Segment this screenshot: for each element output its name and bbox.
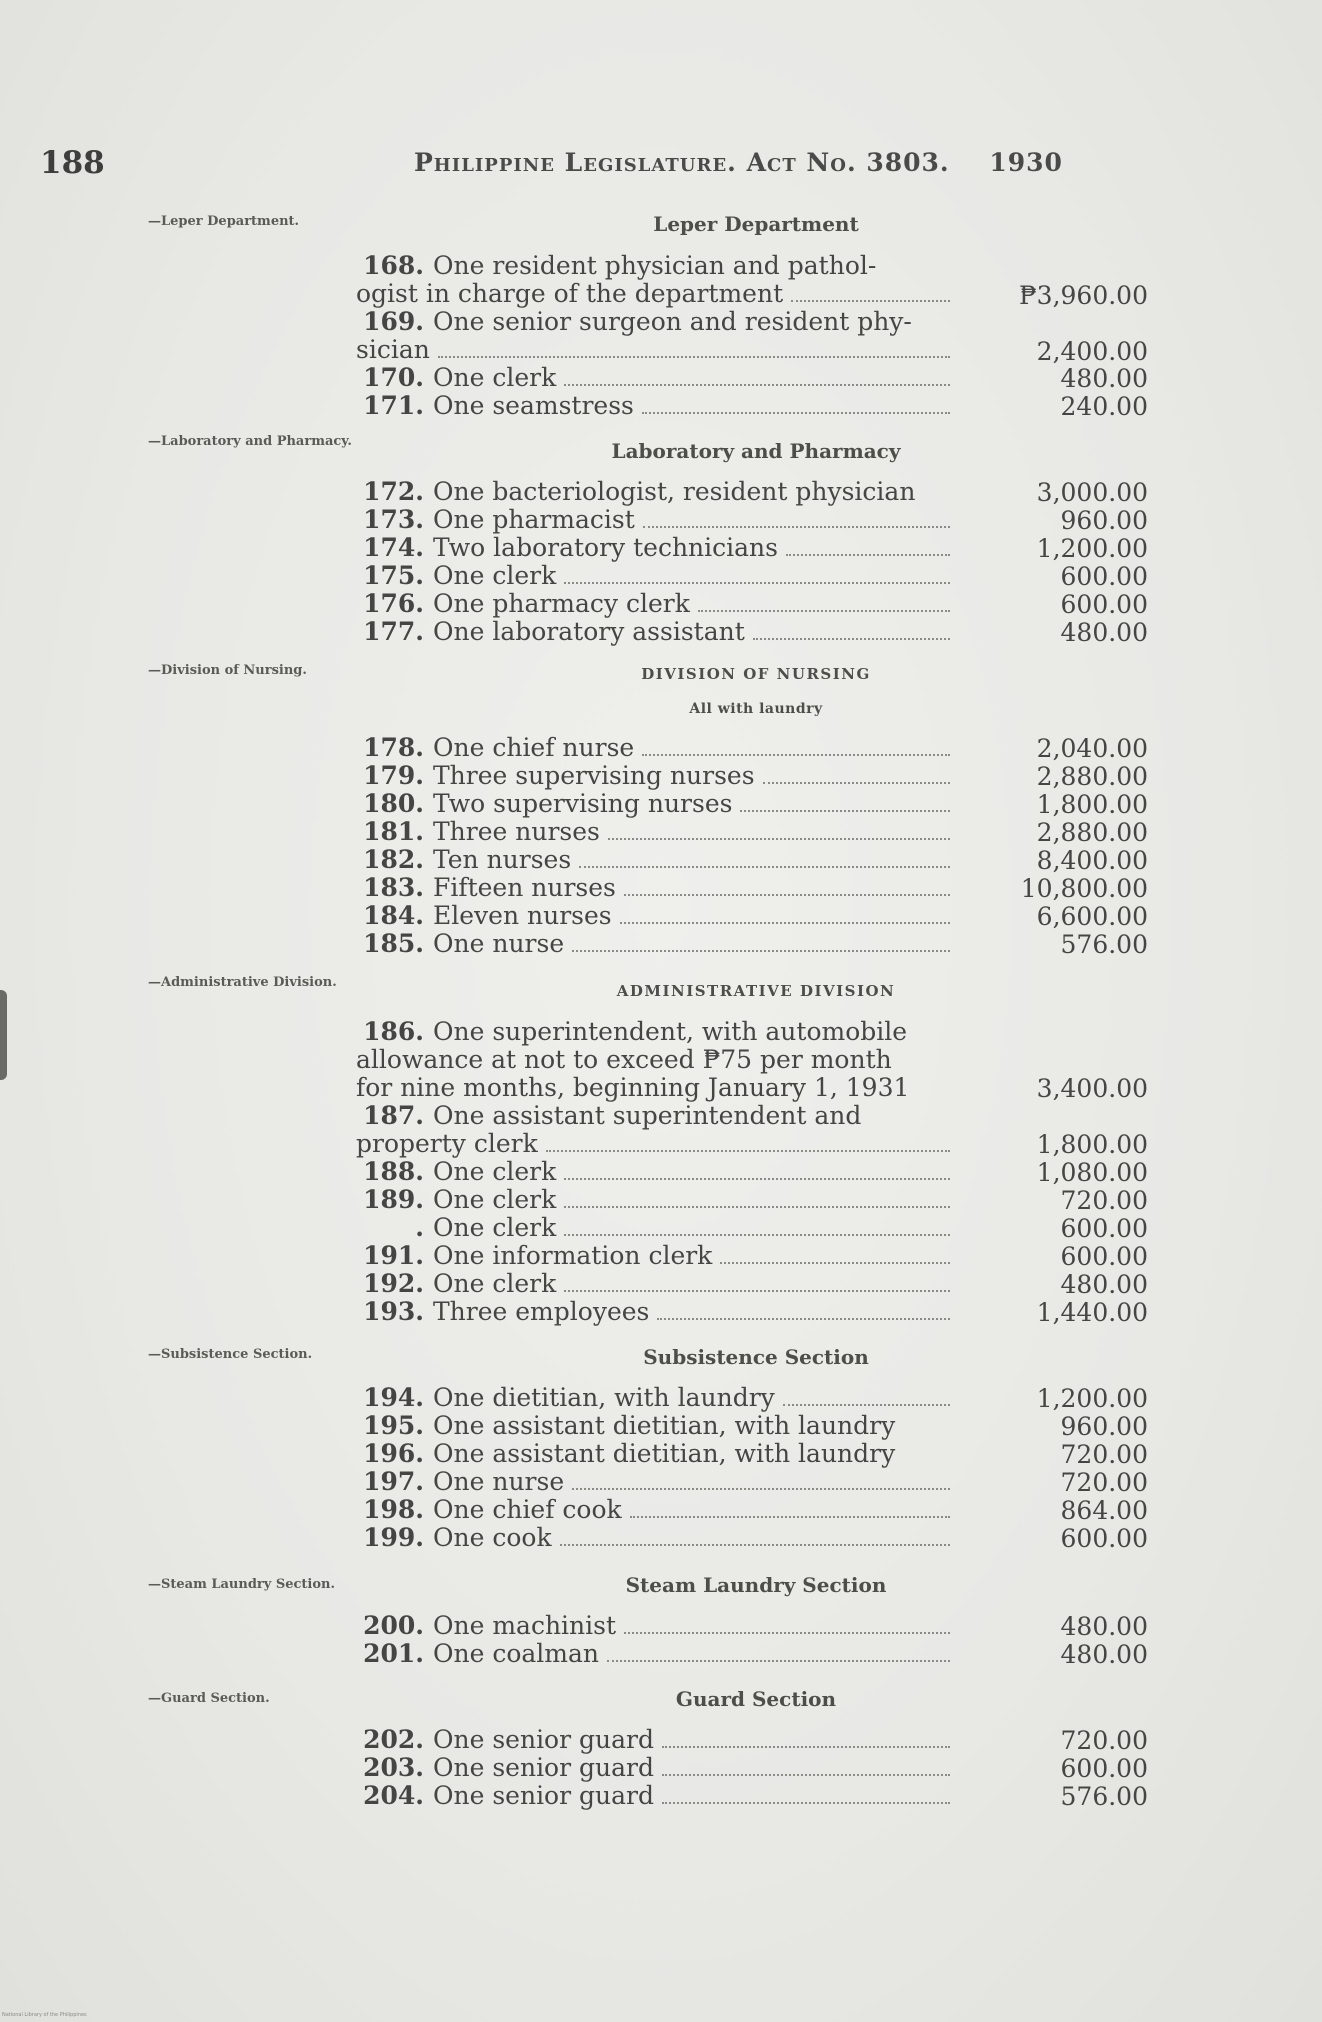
item-text: Two laboratory technicians bbox=[433, 533, 778, 562]
item-number: 195. bbox=[363, 1411, 424, 1440]
section-heading-laundry: Steam Laundry Section bbox=[625, 1573, 887, 1597]
item-amount: 720.00 bbox=[1060, 1468, 1148, 1497]
item-amount: 1,200.00 bbox=[1036, 1384, 1148, 1413]
leader-dots bbox=[438, 356, 950, 358]
item-amount: ₱3,960.00 bbox=[1019, 281, 1148, 310]
item-amount: 480.00 bbox=[1060, 1640, 1148, 1669]
item-number: 177. bbox=[363, 617, 424, 646]
leader-dots bbox=[791, 300, 950, 302]
item-amount: 2,880.00 bbox=[1036, 818, 1148, 847]
leader-dots bbox=[657, 1318, 950, 1320]
item-amount: 576.00 bbox=[1060, 930, 1148, 959]
leader-dots bbox=[620, 922, 950, 924]
item-number: 199. bbox=[363, 1523, 424, 1552]
leader-dots bbox=[662, 1802, 950, 1804]
section-heading-subsistence: Subsistence Section bbox=[643, 1345, 869, 1369]
item-text: One clerk bbox=[433, 1185, 557, 1214]
running-head-year: 1930 bbox=[989, 148, 1063, 177]
item-text: One senior guard bbox=[433, 1781, 654, 1810]
leader-dots bbox=[564, 1206, 950, 1208]
item-text: One assistant superintendent and bbox=[433, 1101, 862, 1130]
item-number: 196. bbox=[363, 1439, 424, 1468]
item-text: One bacteriologist, resident physician bbox=[433, 477, 916, 506]
binding-edge-mark bbox=[0, 990, 7, 1080]
margin-note-nursing: —Division of Nursing. bbox=[148, 663, 307, 678]
leader-dots bbox=[720, 1262, 950, 1264]
item-number: 169. bbox=[363, 307, 424, 336]
item-number: 197. bbox=[363, 1467, 424, 1496]
item-amount: 1,200.00 bbox=[1036, 534, 1148, 563]
item-amount: 6,600.00 bbox=[1036, 902, 1148, 931]
leader-dots bbox=[698, 610, 950, 612]
item-number: 168. bbox=[363, 251, 424, 280]
leader-dots bbox=[564, 582, 950, 584]
item-number: 193. bbox=[363, 1297, 424, 1326]
section-heading-leper: Leper Department bbox=[653, 212, 859, 236]
leader-dots bbox=[642, 412, 950, 414]
item-number: 171. bbox=[363, 391, 424, 420]
leader-dots bbox=[624, 1632, 950, 1634]
leader-dots bbox=[572, 950, 950, 952]
leader-dots bbox=[662, 1746, 950, 1748]
item-number: . bbox=[415, 1213, 424, 1242]
item-number: 201. bbox=[363, 1639, 424, 1668]
item-amount: 480.00 bbox=[1060, 618, 1148, 647]
leader-dots bbox=[607, 1660, 950, 1662]
item-text: property clerk bbox=[356, 1129, 538, 1158]
item-number: 178. bbox=[363, 733, 424, 762]
item-text: Two supervising nurses bbox=[433, 789, 733, 818]
item-text: One seamstress bbox=[433, 391, 634, 420]
item-text: One superintendent, with automobile bbox=[433, 1017, 908, 1046]
item-text: One senior surgeon and resident phy- bbox=[433, 307, 912, 336]
item-amount: 1,440.00 bbox=[1036, 1298, 1148, 1327]
margin-note-administrative: —Administrative Division. bbox=[148, 975, 337, 990]
item-number: 192. bbox=[363, 1269, 424, 1298]
margin-note-laundry: —Steam Laundry Section. bbox=[148, 1577, 336, 1592]
leader-dots bbox=[740, 810, 950, 812]
item-amount: 2,400.00 bbox=[1036, 337, 1148, 366]
item-amount: 600.00 bbox=[1060, 590, 1148, 619]
item-text: Eleven nurses bbox=[433, 901, 612, 930]
section-heading-laboratory: Laboratory and Pharmacy bbox=[611, 439, 901, 463]
item-amount: 576.00 bbox=[1060, 1782, 1148, 1811]
item-number: 186. bbox=[363, 1017, 424, 1046]
item-text: for nine months, beginning January 1, 1931 bbox=[356, 1073, 910, 1102]
item-number: 172. bbox=[363, 477, 424, 506]
item-amount: 960.00 bbox=[1060, 1412, 1148, 1441]
item-number: 188. bbox=[363, 1157, 424, 1186]
item-amount: 3,400.00 bbox=[1036, 1074, 1148, 1103]
leader-dots bbox=[786, 554, 950, 556]
item-text: allowance at not to exceed ₱75 per month bbox=[356, 1045, 892, 1074]
item-amount: 960.00 bbox=[1060, 506, 1148, 535]
item-number: 191. bbox=[363, 1241, 424, 1270]
item-number: 198. bbox=[363, 1495, 424, 1524]
page-number: 188 bbox=[40, 145, 105, 181]
item-text: One senior guard bbox=[433, 1725, 654, 1754]
item-amount: 720.00 bbox=[1060, 1726, 1148, 1755]
item-number: 187. bbox=[363, 1101, 424, 1130]
running-head-act: Act No. 3803. bbox=[746, 148, 950, 177]
item-text: One pharmacy clerk bbox=[433, 589, 690, 618]
item-amount: 240.00 bbox=[1060, 392, 1148, 421]
section-heading-nursing: DIVISION OF NURSING bbox=[641, 665, 871, 683]
item-text: One clerk bbox=[433, 363, 557, 392]
leader-dots bbox=[608, 838, 950, 840]
item-text: One assistant dietitian, with laundry bbox=[433, 1411, 896, 1440]
item-amount: 600.00 bbox=[1060, 1754, 1148, 1783]
leader-dots bbox=[624, 894, 950, 896]
item-number: 173. bbox=[363, 505, 424, 534]
item-number: 202. bbox=[363, 1725, 424, 1754]
leader-dots bbox=[662, 1774, 950, 1776]
item-text: One chief cook bbox=[433, 1495, 622, 1524]
scan-footer-text: National Library of the Philippines bbox=[2, 2012, 87, 2018]
item-number: 179. bbox=[363, 761, 424, 790]
item-amount: 2,880.00 bbox=[1036, 762, 1148, 791]
item-amount: 600.00 bbox=[1060, 1214, 1148, 1243]
item-number: 185. bbox=[363, 929, 424, 958]
item-text: One information clerk bbox=[433, 1241, 713, 1270]
item-text: sician bbox=[356, 335, 430, 364]
item-text: One resident physician and pathol- bbox=[433, 251, 877, 280]
running-head bbox=[414, 148, 1063, 177]
item-text: One coalman bbox=[433, 1639, 600, 1668]
leader-dots bbox=[572, 1488, 950, 1490]
item-amount: 600.00 bbox=[1060, 1524, 1148, 1553]
margin-note-leper: —Leper Department. bbox=[148, 214, 300, 229]
leader-dots bbox=[642, 754, 950, 756]
item-text: One dietitian, with laundry bbox=[433, 1383, 775, 1412]
item-number: 189. bbox=[363, 1185, 424, 1214]
item-amount: 720.00 bbox=[1060, 1186, 1148, 1215]
margin-note-subsistence: —Subsistence Section. bbox=[148, 1347, 313, 1362]
leader-dots bbox=[546, 1150, 950, 1152]
item-number: 182. bbox=[363, 845, 424, 874]
item-amount: 1,800.00 bbox=[1036, 790, 1148, 819]
item-text: One senior guard bbox=[433, 1753, 654, 1782]
item-number: 183. bbox=[363, 873, 424, 902]
leader-dots bbox=[564, 384, 950, 386]
margin-note-guard: —Guard Section. bbox=[148, 1691, 270, 1706]
item-number: 181. bbox=[363, 817, 424, 846]
item-number: 176. bbox=[363, 589, 424, 618]
item-text: Ten nurses bbox=[433, 845, 572, 874]
item-text: One machinist bbox=[433, 1611, 617, 1640]
item-amount: 8,400.00 bbox=[1036, 846, 1148, 875]
item-number: 204. bbox=[363, 1781, 424, 1810]
item-amount: 600.00 bbox=[1060, 1242, 1148, 1271]
leader-dots bbox=[564, 1290, 950, 1292]
item-number: 194. bbox=[363, 1383, 424, 1412]
running-head-title: Philippine Legislature. bbox=[414, 148, 737, 177]
leader-dots bbox=[564, 1234, 950, 1236]
item-amount: 1,800.00 bbox=[1036, 1130, 1148, 1159]
item-text: Three nurses bbox=[433, 817, 600, 846]
item-number: 203. bbox=[363, 1753, 424, 1782]
item-amount: 3,000.00 bbox=[1036, 478, 1148, 507]
item-amount: 864.00 bbox=[1060, 1496, 1148, 1525]
section-subheading-nursing: All with laundry bbox=[689, 701, 823, 717]
item-text: One nurse bbox=[433, 1467, 565, 1496]
item-text: Three employees bbox=[433, 1297, 650, 1326]
leader-dots bbox=[560, 1544, 950, 1546]
item-text: One assistant dietitian, with laundry bbox=[433, 1439, 896, 1468]
item-amount: 480.00 bbox=[1060, 1270, 1148, 1299]
leader-dots bbox=[763, 782, 950, 784]
item-number: 180. bbox=[363, 789, 424, 818]
leader-dots bbox=[783, 1404, 950, 1406]
item-amount: 1,080.00 bbox=[1036, 1158, 1148, 1187]
leader-dots bbox=[630, 1516, 950, 1518]
item-number: 200. bbox=[363, 1611, 424, 1640]
item-text: One clerk bbox=[433, 1269, 557, 1298]
item-text: One laboratory assistant bbox=[433, 617, 745, 646]
leader-dots bbox=[753, 638, 950, 640]
item-text: Fifteen nurses bbox=[433, 873, 616, 902]
item-text: One clerk bbox=[433, 1157, 557, 1186]
item-text: One cook bbox=[433, 1523, 552, 1552]
item-text: One chief nurse bbox=[433, 733, 635, 762]
item-amount: 10,800.00 bbox=[1020, 874, 1148, 903]
item-text: Three supervising nurses bbox=[433, 761, 755, 790]
item-amount: 480.00 bbox=[1060, 364, 1148, 393]
item-amount: 2,040.00 bbox=[1036, 734, 1148, 763]
section-heading-administrative: ADMINISTRATIVE DIVISION bbox=[616, 982, 896, 1000]
item-amount: 720.00 bbox=[1060, 1440, 1148, 1469]
item-number: 184. bbox=[363, 901, 424, 930]
item-text: One clerk bbox=[433, 561, 557, 590]
item-text: One clerk bbox=[433, 1213, 557, 1242]
margin-note-laboratory: —Laboratory and Pharmacy. bbox=[148, 434, 352, 449]
item-amount: 600.00 bbox=[1060, 562, 1148, 591]
leader-dots bbox=[579, 866, 950, 868]
section-heading-guard: Guard Section bbox=[675, 1687, 837, 1711]
item-text: One pharmacist bbox=[433, 505, 635, 534]
leader-dots bbox=[643, 526, 950, 528]
item-amount: 480.00 bbox=[1060, 1612, 1148, 1641]
leader-dots bbox=[564, 1178, 950, 1180]
item-number: 170. bbox=[363, 363, 424, 392]
item-text: ogist in charge of the department bbox=[356, 279, 784, 308]
item-number: 174. bbox=[363, 533, 424, 562]
item-text: One nurse bbox=[433, 929, 565, 958]
item-number: 175. bbox=[363, 561, 424, 590]
